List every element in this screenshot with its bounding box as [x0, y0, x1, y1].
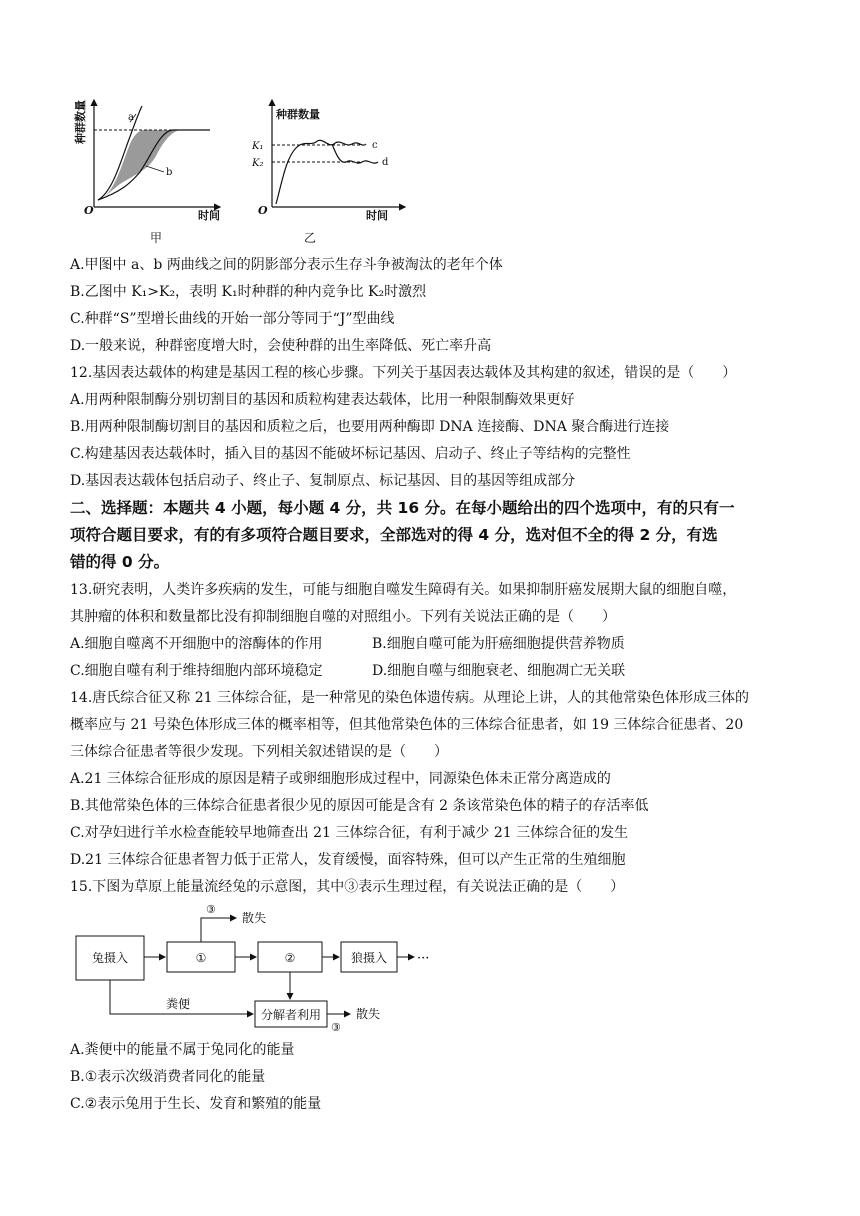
yi-label-d: d: [382, 157, 389, 168]
label-3-top: ③: [206, 903, 216, 916]
yi-origin: O: [258, 204, 268, 217]
q13-option-c: C.细胞自噬有利于维持细胞内部环境稳定: [70, 663, 323, 679]
yi-label-c: c: [372, 140, 378, 151]
q13-stem-line-1: 13.研究表明，人类许多疾病的发生，可能与细胞自噬发生障碍有关。如果抑制肝癌发展期大鼠的细胞自噬，: [70, 582, 737, 598]
q14-stem-line-1: 14.唐氏综合征又称 21 三体综合征，是一种常见的染色体遗传病。从理论上讲，人的其他常染色体形成三体的: [70, 690, 749, 706]
q15-option-c: C.②表示兔用于生长、发育和繁殖的能量: [70, 1096, 322, 1112]
q12-stem: 12.基因表达载体的构建是基因工程的核心步骤。下列关于基因表达载体及其构建的叙述，错误的是（ ）: [70, 365, 737, 381]
q11-option-d: D.一般来说，种群密度增大时，会使种群的出生率降低、死亡率升高: [70, 338, 492, 354]
q13-option-b: B.细胞自噬可能为肝癌细胞提供营养物质: [372, 636, 625, 652]
figure-jia: [73, 100, 220, 245]
jia-caption: 甲: [150, 231, 163, 245]
q12-option-d: D.基因表达载体包括启动子、终止子、复制原点、标记基因、目的基因等组成部分: [70, 473, 576, 489]
jia-label-b: b: [166, 167, 173, 178]
q11-option-b: B.乙图中 K₁>K₂，表明 K₁时种群的种内竞争比 K₂时激烈: [70, 284, 427, 300]
q11-option-c: C.种群“S”型增长曲线的开始一部分等同于“J”型曲线: [70, 311, 395, 327]
q15-stem: 15.下图为草原上能量流经兔的示意图，其中③表示生理过程，有关说法正确的是（ ）: [70, 879, 625, 895]
box-wolf-intake-label: 狼摄入: [350, 951, 388, 965]
q12-option-b: B.用两种限制酶切割目的基因和质粒之后，也要用两种酶即 DNA 连接酶、DNA 聚合酶进行连接: [70, 419, 670, 435]
jia-label-a: a: [128, 112, 134, 123]
jia-origin: O: [84, 204, 94, 217]
label-loss-bottom: 散失: [356, 1007, 381, 1021]
box-rabbit-intake-label: 兔摄入: [91, 951, 129, 965]
q12-option-c: C.构建基因表达载体时，插入目的基因不能破坏标记基因、启动子、终止子等结构的完整性: [70, 446, 631, 462]
q14-option-a: A.21 三体综合征形成的原因是精子或卵细胞形成过程中，同源染色体未正常分离造成的: [70, 771, 611, 787]
population-growth-figures: [60, 92, 440, 252]
jia-x-label: 时间: [198, 209, 220, 222]
figure-yi: [251, 100, 405, 245]
section2-line-1: 二、选择题：本题共 4 小题，每小题 4 分，共 16 分。在每小题给出的四个选项中，有的只有一: [70, 499, 735, 517]
yi-x-label: 时间: [366, 209, 388, 222]
jia-b-leader: [146, 166, 164, 172]
q15-option-a: A.粪便中的能量不属于兔同化的能量: [70, 1042, 295, 1058]
flow-ellipsis: ···: [417, 951, 430, 966]
box-decomposer-label: 分解者利用: [260, 1008, 322, 1022]
q14-option-b: B.其他常染色体的三体综合征患者很少见的原因可能是含有 2 条该常染色体的精子的存活率低: [70, 798, 649, 814]
q14-option-c: C.对孕妇进行羊水检查能较早地筛查出 21 三体综合征，有利于减少 21 三体综合征的发生: [70, 825, 629, 841]
energy-flow-diagram: [60, 900, 460, 1040]
yi-caption: 乙: [304, 231, 317, 245]
yi-curve-c: [276, 140, 366, 204]
yi-y-label: 种群数量: [276, 108, 320, 121]
box-1-label: ①: [195, 951, 207, 965]
q13-option-d: D.细胞自噬与细胞衰老、细胞凋亡无关联: [372, 663, 626, 679]
q14-stem-line-2: 概率应与 21 号染色体形成三体的概率相等，但其他常染色体的三体综合征患者，如 19 三体综合征患者、20: [70, 717, 744, 733]
q14-option-d: D.21 三体综合征患者智力低于正常人，发育缓慢，面容特殊，但可以产生正常的生殖细胞: [70, 852, 626, 868]
q11-option-a: A.甲图中 a、b 两曲线之间的阴影部分表示生存斗争被淘汰的老年个体: [70, 257, 503, 273]
jia-y-label: 种群数量: [74, 100, 87, 144]
yi-k1-label: K₁: [252, 141, 264, 152]
label-loss-top: 散失: [242, 911, 267, 925]
section2-line-2: 项符合题目要求，有的有多项符合题目要求，全部选对的得 4 分，选对但不全的得 2 分，有选: [70, 526, 718, 544]
arrow-1-to-loss: [201, 918, 236, 942]
q14-stem-line-3: 三体综合征患者等很少发现。下列相关叙述错误的是（ ）: [70, 744, 448, 760]
q13-stem-line-2: 其肿瘤的体积和数量都比没有抑制细胞自噬的对照组小。下列有关说法正确的是（ ）: [70, 609, 616, 625]
q13-option-a: A.细胞自噬离不开细胞中的溶酶体的作用: [70, 636, 323, 652]
label-feces: 粪便: [166, 997, 191, 1011]
yi-k2-label: K₂: [252, 158, 264, 169]
q15-option-b: B.①表示次级消费者同化的能量: [70, 1069, 266, 1085]
label-3-bottom: ③: [331, 1021, 341, 1034]
box-2-label: ②: [284, 951, 296, 965]
q12-option-a: A.用两种限制酶分别切割目的基因和质粒构建表达载体，比用一种限制酶效果更好: [70, 392, 575, 408]
section2-line-3: 错的得 0 分。: [70, 553, 170, 571]
